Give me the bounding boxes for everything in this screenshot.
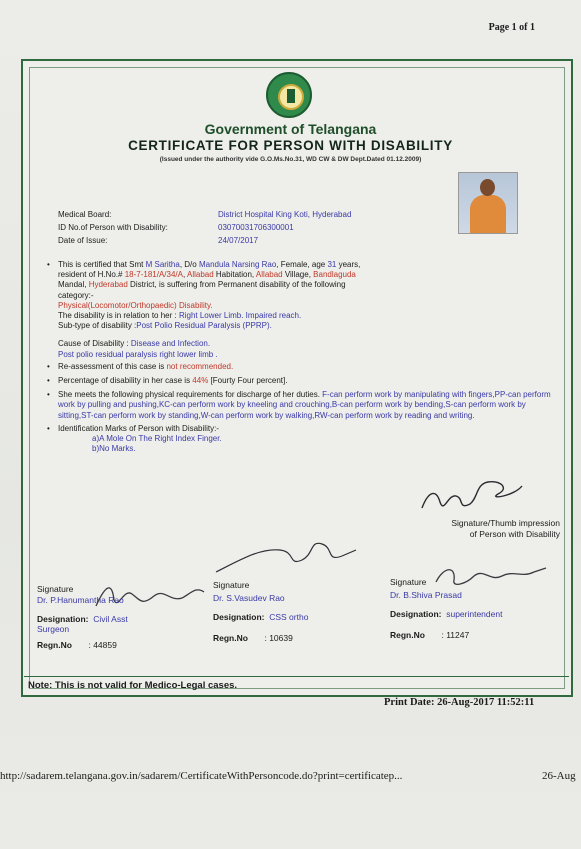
person-signature-caption: Signature/Thumb impression of Person with Disability	[451, 518, 560, 539]
source-url: http://sadarem.telangana.gov.in/sadarem/CertificateWithPersoncode.do?print=certificatep...	[0, 770, 403, 782]
signatory-1-regn: : 44859	[88, 640, 117, 650]
signatory-1-designation: Civil Asst	[93, 614, 128, 624]
signatory-3-designation: superintendent	[446, 609, 503, 619]
medical-board-label: Medical Board:	[58, 210, 112, 219]
signatory-2-name: Dr. S.Vasudev Rao	[213, 593, 285, 603]
id-value: 03070031706300001	[218, 223, 294, 232]
page-number: Page 1 of 1	[488, 22, 535, 33]
signatory-2-designation: CSS ortho	[269, 612, 309, 622]
signatory-1-signature-label: Signature	[37, 584, 74, 594]
medical-board-row	[58, 210, 352, 219]
medical-board-value: District Hospital King Koti, Hyderabad	[218, 210, 352, 219]
signatory-1-name: Dr. P.Hanumantha Rao	[37, 595, 124, 605]
person-photo	[458, 172, 518, 234]
signatory-1: Signature Dr. P.Hanumantha Rao Designation: Civil Asst Surgeon Regn.No : 44859	[37, 584, 128, 650]
legal-note: Note: This is not valid for Medico-Legal cases.	[24, 676, 569, 696]
certification-paragraph: • This is certified that Smt M Saritha, D/o Mandula Narsing Rao, Female, age 31 years, resident of H.No.# 18-7-181/A/34/A, Allabad Habitation, Allabad Village, Bandlaguda Mandal, Hyderabad District, is suffering from Permanent disability of the following category:- Physical(Locomotor/Orthopaedic) Disability. The disability is in relation to her : Right Lower Limb. Impaired reach. Sub-type of disability :Post Polio Residual Paralysis (PPRP).	[47, 260, 361, 331]
percentage-line: • Percentage of disability in her case is 44% [Fourty Four percent].	[47, 376, 288, 386]
certificate-title: CERTIFICATE FOR PERSON WITH DISABILITY	[128, 138, 453, 153]
identification-marks: • Identification Marks of Person with Disability:- a)A Mole On The Right Index Finger. b)No Marks.	[58, 424, 558, 455]
id-row	[58, 223, 294, 232]
certificate-body	[47, 260, 558, 456]
center-signature-icon	[210, 532, 360, 582]
government-heading: Government of Telangana	[204, 121, 377, 137]
date-value: 24/07/2017	[218, 236, 259, 245]
telangana-emblem-icon	[266, 72, 312, 118]
reassessment-line: • Re-assessment of this case is not recommended.	[47, 361, 234, 371]
print-date: Print Date: 26-Aug-2017 11:52:11	[384, 697, 535, 708]
footer-date: 26-Aug	[542, 770, 576, 782]
disability-subtype: Post Polio Residual Paralysis (PPRP).	[136, 321, 272, 331]
disability-category: Physical(Locomotor/Orthopaedic) Disability.	[58, 300, 213, 310]
disability-relation: Right Lower Limb. Impaired reach.	[178, 311, 302, 321]
person-signature-icon	[418, 474, 528, 518]
cause-paragraph: Cause of Disability : Disease and Infection. Post polio residual paralysis right lower limb .	[58, 339, 218, 359]
requirements-paragraph: • She meets the following physical requirements for discharge of her duties. F-can perform work by manipulating with fingers,PP-can perform work by pulling and pushing,KC-can perform work by kneeling and crouching,B-can perform work by bending,S-can perform work by sitting,ST-can perform work by standing,W-can perform work by walking,RW-can perform work by reading and writing.	[47, 390, 551, 420]
signatory-3-signature-label: Signature	[390, 577, 427, 587]
signatory-3-name: Dr. B.Shiva Prasad	[390, 590, 462, 600]
signatory-3-regn: : 11247	[441, 630, 470, 640]
cause-detail: Post polio residual paralysis right lower limb .	[58, 349, 218, 359]
mark-1: a)A Mole On The Right Index Finger.	[92, 434, 222, 444]
signatory-2-signature-label: Signature	[213, 580, 250, 590]
date-label: Date of Issue:	[58, 236, 108, 245]
cause-value: Disease and Infection.	[130, 339, 211, 349]
mark-2: b)No Marks.	[92, 444, 136, 454]
issued-authority: (Issued under the authority vide G.O.Ms.No.31, WD CW & DW Dept.Dated 01.12.2009)	[159, 156, 422, 163]
id-label: ID No.of Person with Disability:	[58, 223, 168, 232]
signatory-2-regn: : 10639	[264, 633, 293, 643]
date-row	[58, 236, 259, 245]
signatory-2: Signature Dr. S.Vasudev Rao Designation: CSS ortho Regn.No : 10639	[213, 580, 309, 643]
signatory-3: Signature Dr. B.Shiva Prasad Designation: superintendent Regn.No : 11247	[390, 577, 503, 640]
